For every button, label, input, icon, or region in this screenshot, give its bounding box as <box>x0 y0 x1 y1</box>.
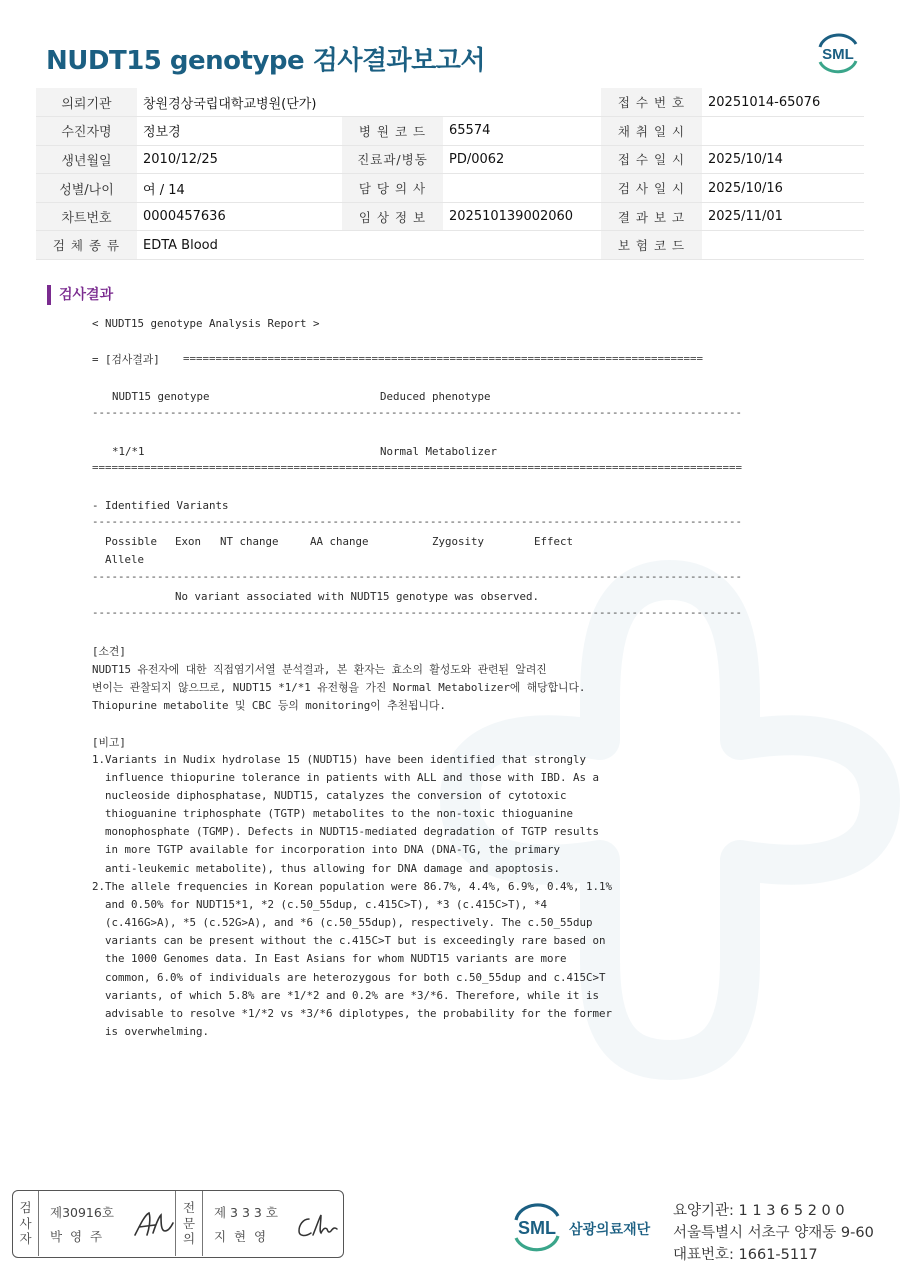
result-label: = [검사결과] <box>92 353 167 366</box>
remarks-line: advisable to resolve *1/*2 vs *3/*6 diplotypes, the probability for the former <box>92 1007 613 1020</box>
tester-name: 박 영 주 <box>50 1229 103 1244</box>
label-department: 진료과/병동 <box>342 145 443 174</box>
value-department: PD/0062 <box>443 145 601 174</box>
opinion-line: Thiopurine metabolite 및 CBC 등의 monitoring이 추천됩니다. <box>92 699 446 712</box>
value-clinical-info: 202510139002060 <box>443 202 601 231</box>
value-test-date: 2025/10/16 <box>702 174 864 203</box>
remarks-line: and 0.50% for NUDT15*1, *2 (c.50_55dup, c.415C>T), *3 (c.415C>T), *4 <box>92 898 548 911</box>
rule-single: ---------------------------------------------------------------------------------------------------- <box>92 406 743 419</box>
rule-double: ==================================================================================================== <box>92 461 743 474</box>
rule-single: ---------------------------------------------------------------------------------------------------- <box>92 570 743 583</box>
opinion-heading: [소견] <box>92 645 126 658</box>
info-row <box>36 202 864 231</box>
col-genotype-header: NUDT15 genotype <box>112 390 210 403</box>
result-label-line <box>92 352 166 367</box>
label-insurance-code: 보 험 코 드 <box>601 231 702 260</box>
signature-box <box>12 1190 344 1258</box>
opinion-line: NUDT15 유전자에 대한 직접염기서열 분석결과, 본 환자는 효소의 활성도와 관련된 알려진 <box>92 663 547 676</box>
remarks-line: is overwhelming. <box>92 1025 210 1038</box>
no-variant-message: No variant associated with NUDT15 genotype was observed. <box>175 590 540 603</box>
info-row <box>36 88 864 117</box>
report-header: < NUDT15 genotype Analysis Report > <box>92 317 320 330</box>
value-report-date: 2025/11/01 <box>702 202 864 231</box>
label-accession-number: 접 수 번 호 <box>601 88 702 117</box>
label-sex-age: 성별/나이 <box>36 174 137 203</box>
col-effect: Effect <box>534 535 574 548</box>
brand-name: 삼광의료재단 <box>569 1222 651 1238</box>
opinion-line: 변이는 관찰되지 않으므로, NUDT15 *1/*1 유전형을 가진 Normal Metabolizer에 해당합니다. <box>92 681 586 694</box>
value-attending-physician <box>443 174 601 203</box>
label-attending-physician: 담 당 의 사 <box>342 174 443 203</box>
col-allele: Allele <box>105 553 145 566</box>
org-code: 요양기관: 1 1 3 6 5 2 0 0 <box>673 1203 845 1219</box>
sml-logo-icon <box>508 1198 566 1256</box>
label-birth-date: 생년월일 <box>36 145 137 174</box>
remarks-line: influence thiopurine tolerance in patients with ALL and those with IBD. As a <box>92 771 600 784</box>
remarks-line: monophosphate (TGMP). Defects in NUDT15-mediated degradation of TGTP results <box>92 825 600 838</box>
sml-logo-icon <box>812 30 864 76</box>
address: 서울특별시 서초구 양재동 9-60 <box>673 1225 874 1241</box>
label-specimen-type: 검 체 종 류 <box>36 231 137 260</box>
rule-double: ================================================================================ <box>183 352 704 365</box>
label-receipt-date: 접 수 일 시 <box>601 145 702 174</box>
info-row <box>36 117 864 146</box>
value-requesting-institution: 창원경상국립대학교병원(단가) <box>137 88 601 117</box>
label-requesting-institution: 의뢰기관 <box>36 88 137 117</box>
col-exon: Exon <box>175 535 202 548</box>
label-clinical-info: 임 상 정 보 <box>342 202 443 231</box>
remarks-line: (c.416G>A), *5 (c.52G>A), and *6 (c.50_55dup), respectively. The c.50_55dup <box>92 916 593 929</box>
remarks-heading: [비고] <box>92 736 126 749</box>
rule-single: ---------------------------------------------------------------------------------------------------- <box>92 606 743 619</box>
report-title: NUDT15 genotype 검사결과보고서 <box>46 46 486 76</box>
label-report-date: 결 과 보 고 <box>601 202 702 231</box>
rule-single: ---------------------------------------------------------------------------------------------------- <box>92 515 743 528</box>
value-collection-date <box>702 117 864 146</box>
info-row <box>36 231 864 260</box>
phenotype-value: Normal Metabolizer <box>380 445 498 458</box>
value-chart-number: 0000457636 <box>137 202 342 231</box>
value-receipt-date: 2025/10/14 <box>702 145 864 174</box>
logo-text: SML <box>822 46 854 63</box>
label-chart-number: 차트번호 <box>36 202 137 231</box>
logo-text: SML <box>518 1218 556 1238</box>
specialist-license-number: 제 3 3 3 호 <box>214 1205 278 1220</box>
value-birth-date: 2010/12/25 <box>137 145 342 174</box>
value-hospital-code: 65574 <box>443 117 601 146</box>
value-accession-number: 20251014-65076 <box>702 88 864 117</box>
watermark-cross-icon <box>440 560 900 1080</box>
remarks-line: common, 6.0% of individuals are heterozygous for both c.50_55dup and c.415C>T <box>92 971 606 984</box>
remarks-line: 2.The allele frequencies in Korean population were 86.7%, 4.4%, 6.9%, 0.4%, 1.1% <box>92 880 613 893</box>
col-aa-change: AA change <box>310 535 369 548</box>
label-test-date: 검 사 일 시 <box>601 174 702 203</box>
label-collection-date: 채 취 일 시 <box>601 117 702 146</box>
label-patient-name: 수진자명 <box>36 117 137 146</box>
value-sex-age: 여 / 14 <box>137 174 342 203</box>
remarks-line: in more TGTP available for incorporation into DNA (DNA-TG, the primary <box>92 843 561 856</box>
genotype-value: *1/*1 <box>112 445 145 458</box>
col-zygosity: Zygosity <box>432 535 485 548</box>
remarks-line: the 1000 Genomes data. In East Asians for whom NUDT15 variants are more <box>92 952 567 965</box>
remarks-line: variants can be present without the c.415C>T but is exceedingly rare based on <box>92 934 606 947</box>
value-insurance-code <box>702 231 864 260</box>
tester-license-number: 제30916호 <box>50 1205 114 1220</box>
label-hospital-code: 병 원 코 드 <box>342 117 443 146</box>
remarks-line: variants, of which 5.8% are *1/*2 and 0.2% are *3/*6. Therefore, while it is <box>92 989 600 1002</box>
tester-signature-icon <box>131 1209 175 1239</box>
specialist-signature-icon <box>295 1211 339 1239</box>
col-nt-change: NT change <box>220 535 279 548</box>
variants-heading: - Identified Variants <box>92 499 229 512</box>
section-title-results: 검사결과 <box>47 285 113 305</box>
remarks-line: thioguanine triphosphate (TGTP) metabolites to the non-toxic thioguanine <box>92 807 574 820</box>
remarks-line: 1.Variants in Nudix hydrolase 15 (NUDT15) have been identified that strongly <box>92 753 587 766</box>
value-specimen-type: EDTA Blood <box>137 231 601 260</box>
phone-number: 대표번호: 1661-5117 <box>673 1247 818 1263</box>
col-phenotype-header: Deduced phenotype <box>380 390 491 403</box>
patient-info-table <box>36 88 864 260</box>
tester-label: 검 사 자 <box>13 1191 39 1256</box>
info-row <box>36 174 864 203</box>
specialist-name: 지 현 영 <box>214 1229 267 1244</box>
info-row <box>36 145 864 174</box>
col-possible: Possible <box>105 535 158 548</box>
remarks-line: nucleoside diphosphatase, NUDT15, catalyzes the conversion of cytotoxic <box>92 789 567 802</box>
specialist-label: 전 문 의 <box>175 1191 203 1256</box>
value-patient-name: 정보경 <box>137 117 342 146</box>
remarks-line: anti-leukemic metabolite), thus allowing for DNA damage and apoptosis. <box>92 862 561 875</box>
